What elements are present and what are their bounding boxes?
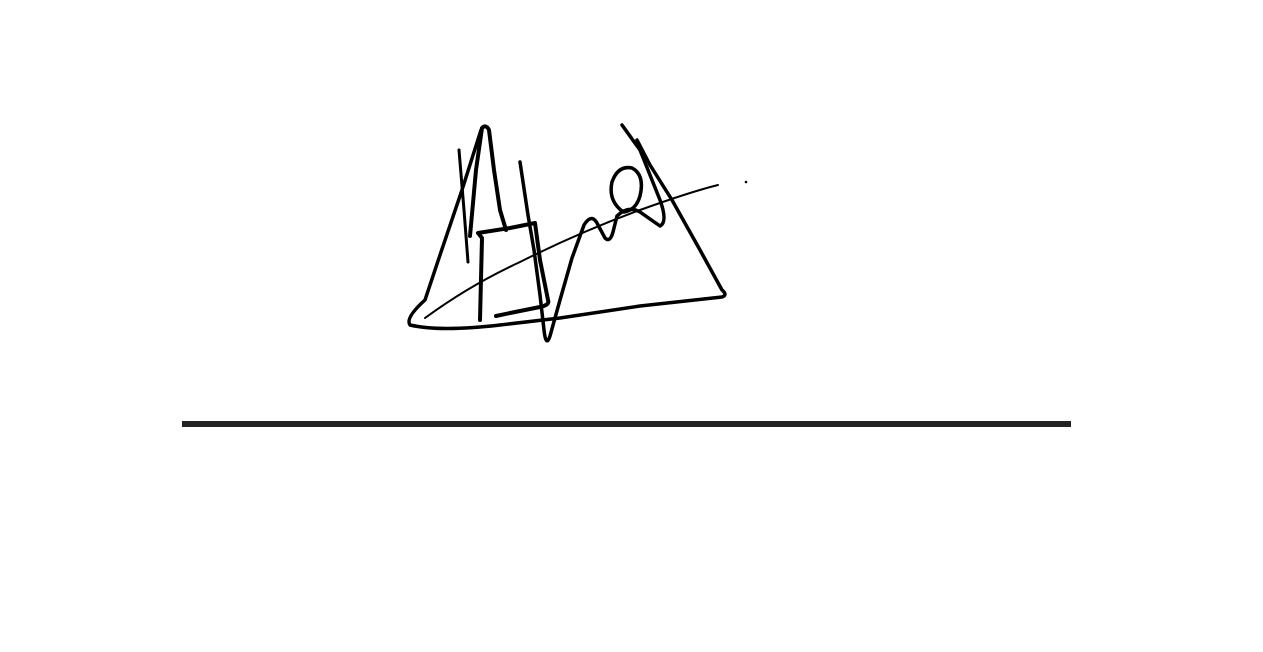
signature-stroke (520, 125, 664, 341)
signature-baseline (182, 421, 1071, 427)
signature-stroke (409, 130, 725, 329)
signature-stroke (459, 150, 468, 262)
signature-stroke (611, 168, 641, 212)
signature-dot (745, 181, 748, 184)
